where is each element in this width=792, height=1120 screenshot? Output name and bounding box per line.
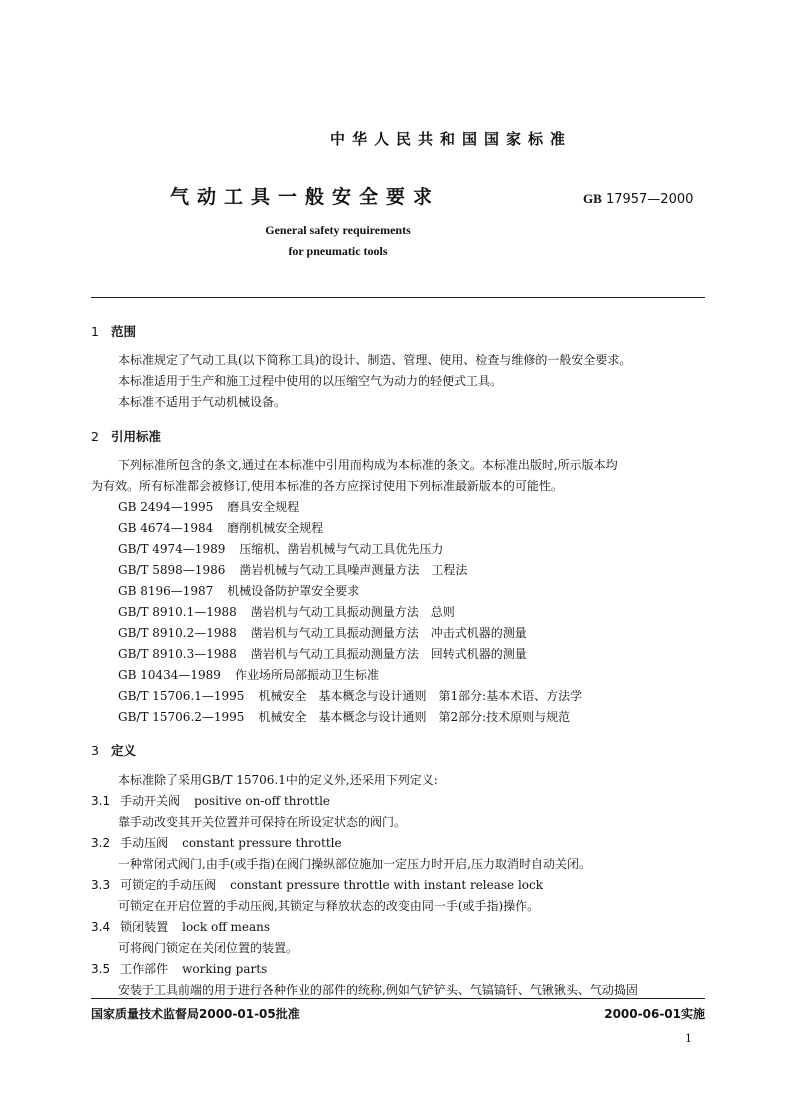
reference-item [118, 668, 379, 682]
term-english: working parts [182, 962, 268, 976]
reference-item [118, 647, 527, 661]
reference-title: 磨具安全规程 [227, 500, 300, 514]
section-3-heading [91, 741, 136, 759]
clause-number: 3.3 [91, 878, 111, 892]
reference-title: 凿岩机械与气动工具噪声测量方法 工程法 [239, 563, 468, 577]
definition-text: 可锁定在开启位置的手动压阀,其锁定与释放状态的改变由同一手(或手指)操作。 [118, 899, 540, 913]
reference-code: GB/T 8910.2—1988 [118, 626, 237, 640]
header-rule [91, 297, 705, 298]
english-title-line-1: General safety requirements [265, 223, 411, 237]
reference-code: GB 4674—1984 [118, 521, 214, 535]
reference-item [118, 626, 527, 640]
section-number: 1 [91, 324, 99, 339]
definition-term-line [91, 836, 342, 850]
reference-title: 作业场所局部振动卫生标准 [234, 668, 379, 682]
section-title: 引用标准 [110, 429, 161, 444]
term-english: lock off means [182, 920, 271, 934]
reference-item [118, 689, 582, 703]
references-intro-line: 为有效。所有标准都会被修订,使用本标准的各方应探讨使用下列标准最新版本的可能性。 [91, 479, 563, 493]
reference-item [118, 605, 455, 619]
definition-text: 靠手动改变其开关位置并可保持在所设定状态的阀门。 [118, 815, 407, 829]
reference-title: 压缩机、凿岩机械与气动工具优先压力 [239, 542, 444, 556]
implementation-date: 2000-06-01实施 [604, 1007, 705, 1021]
definition-text: 一种常闭式阀门,由手(或手指)在阀门操纵部位施加一定压力时开启,压力取消时自动关闭。 [118, 857, 591, 871]
reference-code: GB/T 4974—1989 [118, 542, 226, 556]
section-2-heading [91, 427, 161, 445]
reference-code: GB/T 5898—1986 [118, 563, 226, 577]
section-1-heading [91, 322, 136, 340]
reference-code: GB/T 8910.3—1988 [118, 647, 237, 661]
reference-title: 机械设备防护罩安全要求 [227, 584, 360, 598]
section-number: 2 [91, 429, 99, 444]
term: 手动开关阀 [120, 794, 181, 808]
standard-code: 17957—2000 [605, 192, 694, 207]
clause-number: 3.2 [91, 836, 111, 850]
standard-number [583, 191, 693, 207]
reference-code: GB/T 15706.1—1995 [118, 689, 245, 703]
clause-number: 3.1 [91, 794, 111, 808]
term-english: constant pressure throttle [182, 836, 342, 850]
definition-term-line [91, 794, 330, 808]
clause-number: 3.5 [91, 962, 111, 976]
reference-item [118, 521, 323, 535]
english-title-line-2: for pneumatic tools [288, 244, 388, 258]
reference-title: 凿岩机与气动工具振动测量方法 冲击式机器的测量 [250, 626, 527, 640]
reference-item [118, 710, 570, 724]
scope-paragraph: 本标准不适用于气动机械设备。 [118, 395, 287, 409]
term: 可锁定的手动压阀 [120, 878, 217, 892]
definition-term-line [91, 878, 543, 892]
document-title: 气动工具一般安全要求 [169, 186, 440, 208]
reference-item [118, 542, 443, 556]
definition-text: 安装于工具前端的用于进行各种作业的部件的统称,例如气铲铲头、气镐镐钎、气锹锹头、气动捣固 [118, 983, 638, 997]
scope-paragraph: 本标准适用于生产和施工过程中使用的以压缩空气为动力的轻便式工具。 [118, 374, 503, 388]
page-number: 1 [685, 1032, 692, 1045]
definition-text: 可将阀门锁定在关闭位置的装置。 [118, 941, 299, 955]
section-title: 范围 [110, 324, 136, 339]
reference-item [118, 563, 467, 577]
section-title: 定义 [110, 743, 136, 758]
term: 工作部件 [120, 962, 169, 976]
definitions-intro: 本标准除了采用GB/T 15706.1中的定义外,还采用下列定义: [118, 773, 438, 787]
term-english: constant pressure throttle with instant release lock [230, 878, 544, 892]
definition-term-line [91, 920, 270, 934]
reference-title: 机械安全 基本概念与设计通则 第1部分:基本术语、方法学 [258, 689, 583, 703]
clause-number: 3.4 [91, 920, 111, 934]
footer-rule [91, 998, 705, 999]
reference-code: GB 8196—1987 [118, 584, 214, 598]
section-number: 3 [91, 743, 99, 758]
reference-item [118, 500, 299, 514]
references-intro-line: 下列标准所包含的条文,通过在本标准中引用而构成为本标准的条文。本标准出版时,所示版本均 [118, 458, 618, 472]
reference-code: GB 10434—1989 [118, 668, 221, 682]
national-standard-heading: 中华人民共和国国家标准 [329, 130, 572, 148]
term: 锁闭装置 [120, 920, 169, 934]
reference-title: 磨削机械安全规程 [227, 521, 324, 535]
reference-code: GB/T 15706.2—1995 [118, 710, 245, 724]
reference-title: 机械安全 基本概念与设计通则 第2部分:技术原则与规范 [258, 710, 571, 724]
term-english: positive on-off throttle [194, 794, 331, 808]
standard-prefix: GB [583, 191, 602, 206]
reference-title: 凿岩机与气动工具振动测量方法 总则 [250, 605, 455, 619]
scope-paragraph: 本标准规定了气动工具(以下简称工具)的设计、制造、管理、使用、检查与维修的一般安全要求。 [118, 353, 632, 367]
approval-line: 国家质量技术监督局2000-01-05批准 [91, 1007, 300, 1021]
reference-code: GB/T 8910.1—1988 [118, 605, 237, 619]
reference-title: 凿岩机与气动工具振动测量方法 回转式机器的测量 [250, 647, 527, 661]
definition-term-line [91, 962, 267, 976]
reference-item [118, 584, 359, 598]
term: 手动压阀 [120, 836, 169, 850]
reference-code: GB 2494—1995 [118, 500, 214, 514]
